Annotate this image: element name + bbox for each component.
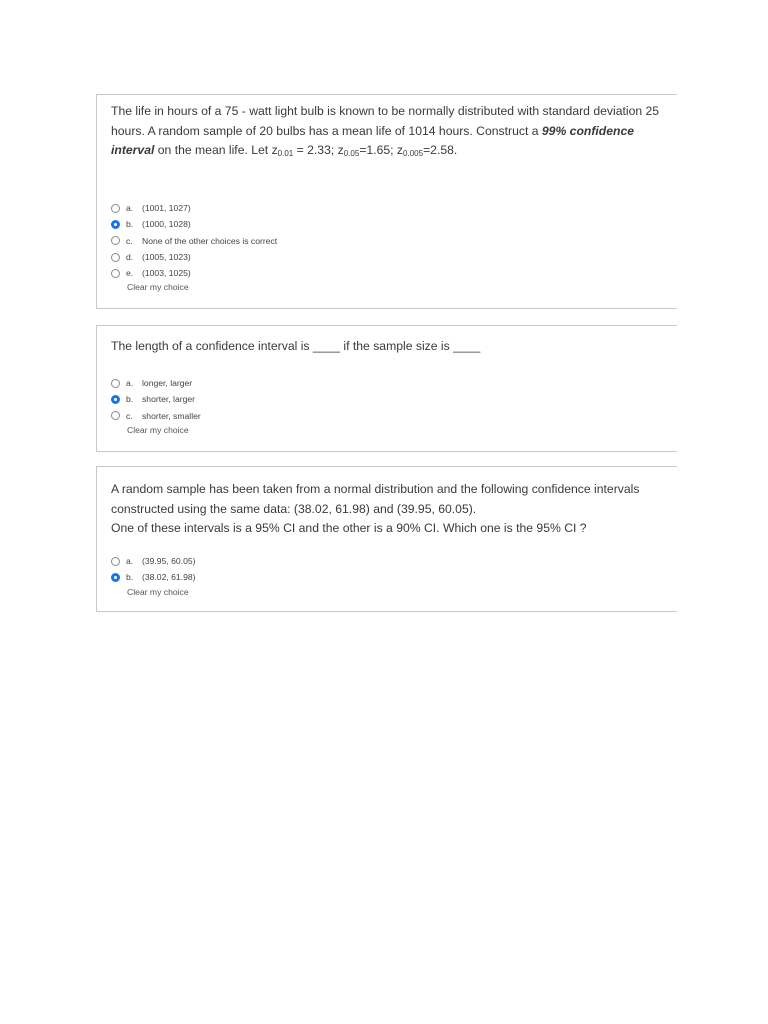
radio-checked-icon[interactable] — [111, 395, 120, 404]
option-label: (38.02, 61.98) — [142, 572, 196, 583]
clear-choice-link[interactable]: Clear my choice — [127, 282, 189, 293]
question-text-part: =1.65; z — [359, 143, 404, 157]
option-label: (1005, 1023) — [142, 252, 191, 263]
option-letter: a. — [126, 203, 134, 214]
question-text-part: =2.58. — [423, 143, 458, 157]
question-text-part: = 2.33; z — [293, 143, 344, 157]
answer-option-c[interactable] — [111, 233, 667, 249]
option-label: (1000, 1028) — [142, 219, 191, 230]
radio-unchecked-icon[interactable] — [111, 204, 120, 213]
radio-unchecked-icon[interactable] — [111, 269, 120, 278]
question-text-line: One of these intervals is a 95% CI and the other is a 90% CI. Which one is the 95% CI ? — [111, 521, 587, 535]
answer-option-e[interactable] — [111, 265, 667, 281]
question-text: The length of a confidence interval is ____ if the sample size is ____ — [111, 339, 481, 353]
radio-unchecked-icon[interactable] — [111, 557, 120, 566]
subscript: 0.01 — [277, 149, 294, 158]
answer-option-d[interactable] — [111, 249, 667, 265]
option-label: shorter, larger — [142, 394, 196, 405]
question-text-part: on the mean life. Let z — [154, 143, 278, 157]
question-text-part: The life in hours of a 75 - watt light bulb is known to be normally distributed with standard deviation 25 hours. A random sample of 20 bulbs has a mean life of 1014 hours. Construct a — [111, 104, 660, 138]
subscript: 0.05 — [343, 149, 360, 158]
radio-unchecked-icon[interactable] — [111, 411, 120, 420]
option-letter: c. — [126, 410, 133, 421]
option-label: None of the other choices is correct — [142, 235, 278, 246]
answer-option-b[interactable] — [111, 569, 667, 585]
question-text-line: A random sample has been taken from a normal distribution and the following confidence intervals constructed using the same data: (38.02, 61.98) and (39.95, 60.05). — [111, 482, 640, 516]
option-letter: b. — [126, 572, 134, 583]
radio-checked-icon[interactable] — [111, 573, 120, 582]
answer-option-c[interactable] — [111, 408, 667, 424]
clear-choice-link[interactable]: Clear my choice — [127, 424, 189, 435]
option-label: (39.95, 60.05) — [142, 556, 196, 567]
answer-list — [111, 553, 667, 597]
question-card-2 — [96, 325, 677, 452]
option-label: shorter, smaller — [142, 410, 201, 421]
radio-checked-icon[interactable] — [111, 220, 120, 229]
option-letter: d. — [126, 252, 134, 263]
subscript: 0.005 — [403, 149, 424, 158]
option-letter: a. — [126, 556, 134, 567]
option-letter: a. — [126, 378, 134, 389]
answer-option-a[interactable] — [111, 375, 667, 391]
radio-unchecked-icon[interactable] — [111, 236, 120, 245]
option-label: longer, larger — [142, 378, 193, 389]
answer-list — [111, 200, 667, 292]
question-text-emphasis: 99% confidence interval — [111, 123, 635, 157]
question-card-1 — [96, 94, 677, 309]
answer-option-a[interactable] — [111, 553, 667, 569]
answer-list — [111, 375, 667, 435]
question-card-3 — [96, 466, 677, 612]
answer-option-a[interactable] — [111, 200, 667, 216]
question-text — [111, 480, 667, 539]
option-label: (1001, 1027) — [142, 203, 191, 214]
radio-unchecked-icon[interactable] — [111, 253, 120, 262]
radio-unchecked-icon[interactable] — [111, 379, 120, 388]
answer-option-b[interactable] — [111, 216, 667, 232]
option-letter: c. — [126, 235, 133, 246]
question-text — [111, 102, 667, 161]
answer-option-b[interactable] — [111, 391, 667, 407]
option-label: (1003, 1025) — [142, 268, 191, 279]
option-letter: b. — [126, 219, 134, 230]
option-letter: b. — [126, 394, 134, 405]
clear-choice-link[interactable]: Clear my choice — [127, 586, 189, 597]
option-letter: e. — [126, 268, 134, 279]
